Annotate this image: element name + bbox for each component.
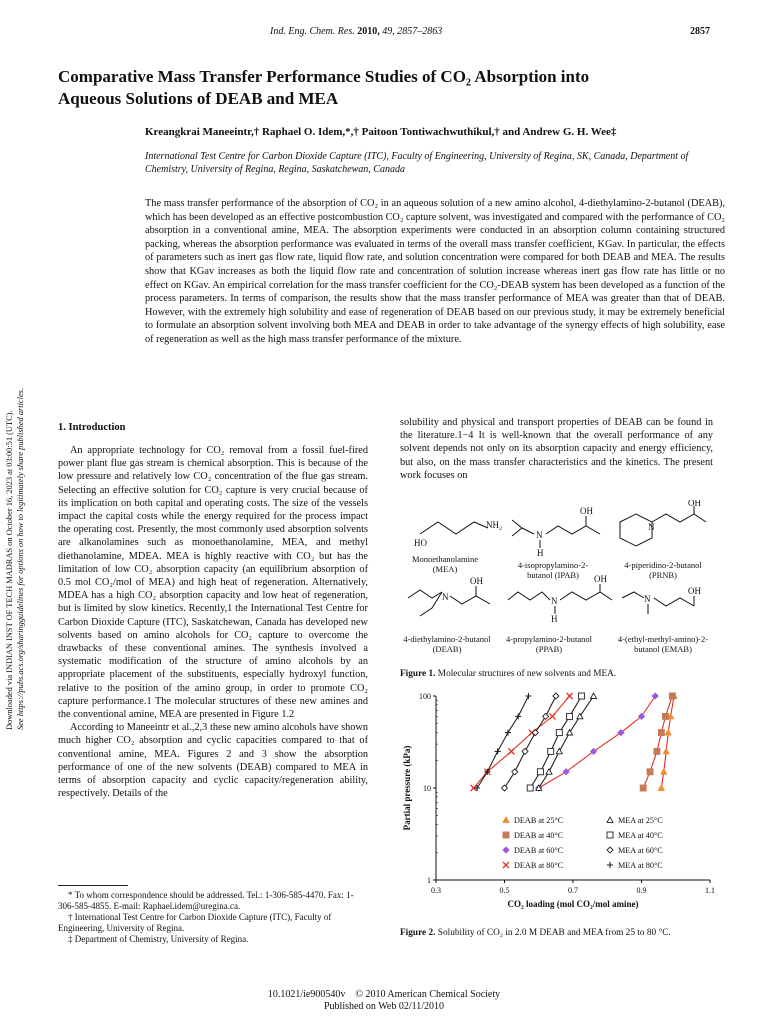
emab-chain <box>654 598 694 606</box>
figure-1-caption <box>400 669 720 679</box>
data-point <box>549 713 555 719</box>
data-point <box>515 713 521 719</box>
legend-label: DEAB at 40°C <box>514 831 564 840</box>
series-3 <box>536 693 658 791</box>
data-point <box>665 730 671 735</box>
data-point <box>663 748 669 753</box>
paper-title <box>58 66 718 110</box>
ipab-bond-n <box>522 528 534 534</box>
ppab-propyl <box>508 592 550 600</box>
emab-oh-label: OH <box>688 586 701 596</box>
data-point <box>567 730 573 735</box>
data-point <box>556 730 562 736</box>
series-6 <box>527 693 584 791</box>
figure-1-label: Figure 1. <box>400 669 436 679</box>
journal-name: Ind. Eng. Chem. Res. <box>270 26 355 37</box>
name-ppab: 4-propylamino-2-butanol (PPAB) <box>506 634 592 654</box>
data-point <box>546 769 552 774</box>
legend-marker <box>503 832 509 838</box>
data-point <box>591 693 597 698</box>
name-deab: 4-diethylamino-2-butanol (DEAB) <box>403 634 491 654</box>
mea-nh2-label: NH₂ <box>486 520 503 530</box>
figure-2-caption <box>400 928 716 940</box>
data-point <box>556 748 562 753</box>
mea-bonds <box>420 522 488 534</box>
prnb-oh-label: OH <box>688 500 701 508</box>
figure-2-label: Figure 2. <box>400 928 436 938</box>
y-tick-label: 10 <box>423 784 431 793</box>
emab-ethyl <box>622 592 644 598</box>
x-tick-label: 0.3 <box>431 886 441 895</box>
legend-label: DEAB at 80°C <box>514 861 564 870</box>
figure-1-structures <box>400 500 718 664</box>
legend-label: DEAB at 60°C <box>514 846 564 855</box>
name-prnb: 4-piperidino-2-butanol (PRNB) <box>624 560 702 580</box>
data-point <box>579 693 585 699</box>
name-emab: 4-(ethyl-methyl-amino)-2-butanol (EMAB) <box>617 634 709 654</box>
series-7 <box>502 693 559 791</box>
legend-marker <box>607 832 613 838</box>
legend-label: MEA at 40°C <box>618 831 663 840</box>
y-tick-label: 100 <box>419 692 431 701</box>
solubility-chart <box>400 686 720 918</box>
intro-column <box>58 444 368 800</box>
deab-n-label: N <box>442 592 449 602</box>
data-point <box>512 769 518 775</box>
data-point <box>495 748 501 754</box>
figure-2-text: Solubility of CO₂ in 2.0 M DEAB and MEA from 25 to 80 °C. <box>437 928 671 938</box>
x-tick-label: 0.7 <box>568 886 578 895</box>
legend-label: MEA at 60°C <box>618 846 663 855</box>
legend-label: MEA at 80°C <box>618 861 663 870</box>
deab-chain <box>450 596 490 604</box>
legend-marker <box>607 862 613 868</box>
data-point <box>640 785 646 791</box>
y-axis-label: Partial pressure (kPa) <box>402 745 412 831</box>
ipab-h-label: H <box>537 548 544 558</box>
data-point <box>553 693 559 699</box>
legend-marker <box>503 862 509 868</box>
prnb-n-label: N <box>648 522 655 532</box>
mea-ho-label: HO <box>414 538 427 548</box>
name-mea: Monoethanolamine (MEA) <box>411 554 479 574</box>
y-tick-label: 1 <box>427 876 431 885</box>
data-point <box>548 748 554 754</box>
figure-2-chart <box>400 686 720 918</box>
footer <box>0 989 768 1013</box>
data-point <box>647 769 653 775</box>
emab-n-label: N <box>644 594 651 604</box>
deab-oh-label: OH <box>470 576 483 586</box>
data-point <box>661 769 667 774</box>
ipab-chain <box>546 526 600 534</box>
figure-1-text: Molecular structures of new solvents and MEA. <box>437 669 617 679</box>
x-tick-label: 0.5 <box>499 886 510 895</box>
footer-published: Published on Web 02/11/2010 <box>323 1001 445 1012</box>
legend-marker <box>503 847 509 853</box>
data-point <box>567 713 573 719</box>
title-line-2: Aqueous Solutions of DEAB and MEA <box>58 89 339 108</box>
data-point <box>522 748 528 754</box>
series-line <box>539 696 655 788</box>
right-column-text: solubility and physical and transport properties of DEAB can be found in the literature.1−4 It is well-known that the overall performance of any solvent depends not only on its absorption capacity and energy efficiency, but also, on the mass transfer characteristics and the kinetics. The present work focuses on <box>400 417 713 481</box>
affiliation: International Test Centre for Carbon Dioxide Capture (ITC), Faculty of Engineering, University of Regina, SK, Canada, Department of Chemistry, University of Regina, Regina, Saskatchewan, Canada <box>145 151 689 175</box>
data-point <box>654 748 660 754</box>
name-ipab: 4-isopropylamino-2-butanol (IPAB) <box>517 560 589 580</box>
legend-marker <box>607 817 613 822</box>
footer-copyright: © 2010 American Chemical Society <box>355 989 501 1000</box>
data-point <box>567 693 573 699</box>
data-point <box>508 748 514 754</box>
journal-volume: 49, <box>382 26 395 37</box>
ppab-h-label: H <box>551 614 558 624</box>
journal-header <box>270 26 442 37</box>
data-point <box>658 785 664 790</box>
ipab-n-label: N <box>536 530 543 540</box>
authors: Kreangkrai Maneeintr,† Raphael O. Idem,*,† Paitoon Tontiwachwuthikul,† and Andrew G. H. Wee‡ <box>145 126 617 138</box>
x-axis-label: CO₂ loading (mol CO₂/mol amine) <box>507 899 639 909</box>
data-point <box>527 785 533 791</box>
ppab-chain <box>560 592 612 600</box>
data-point <box>652 693 658 699</box>
ipab-isopropyl <box>512 520 522 536</box>
title-line-1: Comparative Mass Transfer Performance Studies of CO₂ Absorption into <box>58 67 590 86</box>
intro-paragraph-2: According to Maneeintr et al.,2,3 these new amino alcohols have shown much higher CO₂ absorption and cyclic capacities compared to that of conventional amine, MEA. Figures 2 and 3 show the absorption performance of one of the new solvents (DEAB) compared to MEA in terms of absorption capacity and cyclic capacity/regeneration ability, respectively. Details of the <box>58 722 368 800</box>
page-number: 2857 <box>690 26 710 37</box>
legend-marker <box>503 817 509 822</box>
footnote-divider <box>58 885 128 886</box>
deab-ethyl-2 <box>420 592 442 616</box>
x-tick-label: 0.9 <box>636 886 647 895</box>
ipab-oh-label: OH <box>580 506 593 516</box>
data-point <box>658 730 664 736</box>
journal-year: 2010, <box>357 26 380 37</box>
chart-legend <box>503 816 663 870</box>
series-1 <box>658 693 677 790</box>
data-point <box>662 713 668 719</box>
ppab-oh-label: OH <box>594 574 607 584</box>
abstract: The mass transfer performance of the absorption of CO₂ in an aqueous solution of a new amino alcohol, 4-diethylamino-2-butanol (DEAB), which has been developed as an effective postcombustion CO₂ capture solvent, was investigated and compared with the performance of CO₂ absorption in a conventional amine, MEA. The absorption experiments were conducted in an absorption column containing structured packing, whereas the absorption performance was evaluated in terms of the overall mass transfer coefficient, KGav. In particular, the effects of parameters such as inert gas flow rate, liquid flow rate, and solution concentration were compared for both DEAB and MEA. The results show that KGav increases as both the liquid flow rate and concentration of solution increase whereas inert gas flow rate has little or no effect on KGav. An empirical correlation for the mass transfer coefficient for the CO₂-DEAB system has been developed as a function of the process parameters. In terms of comparison, the results show that the mass transfer performance of MEA was greater than that of DEAB. However, with the extremely high solubility and ease of regeneration of DEAB based on our previous study, it may be extremely beneficial to formulate an absorption solvent involving both MEA and DEAB in order to take advantage of the synergy effects of high solubility, ease of regeneration as well as the high mass transfer performance of the mixture. <box>145 198 726 345</box>
footnote-correspondence: * To whom correspondence should be addressed. Tel.: 1-306-585-4470. Fax: 1-306-585-4855. E-mail: Raphael.idem@uregina.ca. <box>58 890 354 911</box>
series-4 <box>471 693 573 791</box>
series-2 <box>640 693 675 791</box>
sidebar-line-1: Downloaded via INDIAN INST OF TECH MADRAS on October 16, 2023 at 03:00:51 (UTC). <box>5 410 14 730</box>
series-8 <box>474 693 531 791</box>
data-point <box>537 769 543 775</box>
deab-ethyl-1 <box>408 590 442 598</box>
legend-marker <box>607 847 613 853</box>
data-point <box>502 785 508 791</box>
series-5 <box>536 693 597 790</box>
sidebar-line-2[interactable]: See https://pubs.acs.org/sharingguidelines for options on how to legitimately share published articles. <box>16 387 25 730</box>
data-point <box>505 730 511 736</box>
data-point <box>543 713 549 719</box>
footnote-chemistry: ‡ Department of Chemistry, University of Regina. <box>68 934 249 944</box>
x-tick-label: 1.1 <box>705 886 715 895</box>
data-point <box>669 693 675 699</box>
footnotes <box>58 890 370 945</box>
footer-doi[interactable]: 10.1021/ie900540v <box>267 989 346 1000</box>
data-point <box>525 693 531 699</box>
intro-paragraph-1: An appropriate technology for CO₂ removal from a fossil fuel-fired power plant flue gas stream is chemical absorption. This is because of the low pressure and relatively low CO₂ concentration of the flue gas stream. Selecting an effective solution for CO₂ capture is very crucial because of its implication on both capital and operating costs. The size of the vessels impact the capital costs while the energy required for the process impact the operating cost. Presently, the most commonly used absorption solvents are alkanolamines such as monoethanolamine, MEA, and methyl diethanolamine, MDEA. MEA is highly reactive with CO₂ but has the limitation of low CO₂ absorption capacity (an equilibrium absorption of 0.5 mol CO₂/mol of MEA) and high heat of regeneration. Alternatively, MDEA has a high CO₂ absorption capacity and low heat of regeneration, but is limited by slow kinetics. Recently,1 the International Test Centre for Carbon Dioxide Capture (ITC), Saskatchewan, Canada has developed new solvents based on amino alcohols for CO₂ capture to overcome the drawbacks of these conventional amines. The synthesis involved a systematic modification of the structure of amino alcohols by an appropriate placement of the substituents, especially hydroxyl function, relative to the position of the amino group, in order to promote CO₂ capture performance.1 The molecular structures of these new amines and the conventional amine, MEA are presented in Figure 1.2 <box>58 445 368 721</box>
legend-label: DEAB at 25°C <box>514 816 564 825</box>
journal-pages: 2857–2863 <box>397 26 443 37</box>
prnb-chain <box>652 514 706 522</box>
ppab-n-label: N <box>551 596 558 606</box>
footnote-itc: † International Test Centre for Carbon Dioxide Capture (ITC), Faculty of Engineering, University of Regina. <box>58 912 332 933</box>
legend-label: MEA at 25°C <box>618 816 663 825</box>
section-heading-introduction: 1. Introduction <box>58 422 126 433</box>
download-sidebar <box>4 300 25 730</box>
